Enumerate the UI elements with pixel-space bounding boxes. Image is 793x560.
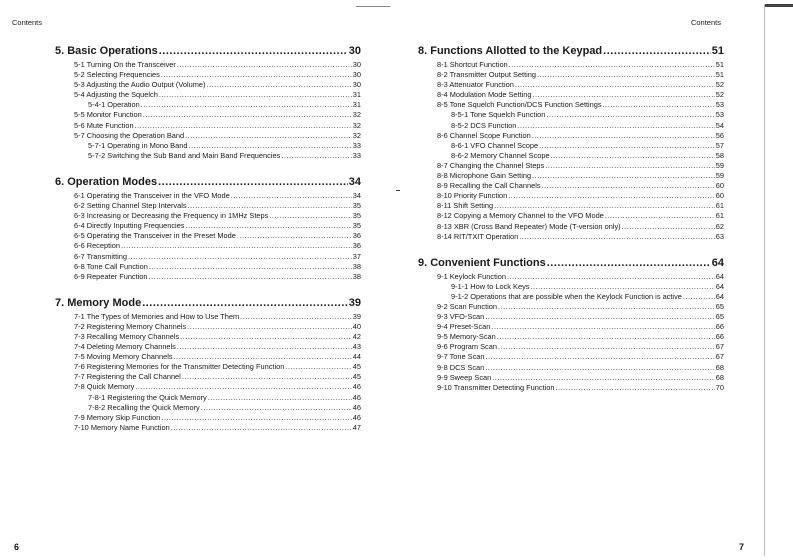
toc-entry-page: 46 xyxy=(352,402,361,412)
toc-entry-title: 7-7 Registering the Call Channel xyxy=(74,372,181,382)
toc-entry-page: 64 xyxy=(715,291,724,301)
gutter-mark xyxy=(396,190,400,191)
dot-leader xyxy=(605,211,715,220)
toc-entry-title: 5-7-2 Switching the Sub Band and Main Band Frequencies xyxy=(88,150,281,160)
toc-entry-title: 8-4 Modulation Mode Setting xyxy=(437,90,532,100)
dot-leader xyxy=(497,332,715,341)
dot-leader xyxy=(491,322,714,331)
dot-leader xyxy=(532,131,715,140)
dot-leader xyxy=(507,272,715,281)
dot-leader xyxy=(542,181,715,190)
toc-entry[interactable] xyxy=(418,363,724,373)
toc-entry-page: 46 xyxy=(352,412,361,422)
dot-leader xyxy=(186,221,352,230)
toc-entry[interactable] xyxy=(418,171,724,181)
dot-leader xyxy=(206,80,351,89)
dot-leader xyxy=(532,171,715,180)
section-heading[interactable] xyxy=(55,45,361,59)
dot-leader xyxy=(240,312,352,321)
toc-entry-title: 9-2 Scan Function xyxy=(437,301,497,311)
toc-entry-title: 9-3 VFO-Scan xyxy=(437,312,485,322)
toc-entry[interactable] xyxy=(418,312,724,322)
toc-entry-title: 5-4-1 Operation xyxy=(88,100,140,110)
toc-entry-title: 8-10 Priority Function xyxy=(437,191,508,201)
toc-entry-page: 67 xyxy=(715,352,724,362)
right-toc xyxy=(418,45,724,408)
dot-leader xyxy=(237,231,352,240)
toc-entry-title: 9-4 Preset-Scan xyxy=(437,322,491,332)
dot-leader xyxy=(533,90,715,99)
dot-leader xyxy=(622,222,715,231)
toc-entry-page: 40 xyxy=(352,321,361,331)
toc-entry-title: 6-8 Tone Call Function xyxy=(74,261,148,271)
dot-leader xyxy=(182,372,352,381)
toc-entry-title: 7-4 Deleting Memory Channels xyxy=(74,342,176,352)
dot-leader xyxy=(555,383,714,392)
toc-entry[interactable] xyxy=(418,121,724,131)
dot-leader xyxy=(159,45,348,57)
toc-entry[interactable] xyxy=(418,282,724,292)
dot-leader xyxy=(187,322,352,331)
toc-entry-page: 52 xyxy=(715,80,724,90)
toc-entry-title: 5-2 Selecting Frequencies xyxy=(74,70,160,80)
toc-entry-title: 7-6 Registering Memories for the Transmitter Detecting Function xyxy=(74,362,285,372)
section-heading-title: 5. Basic Operations xyxy=(55,45,158,57)
section-heading-page: 34 xyxy=(348,175,361,188)
section-heading[interactable] xyxy=(418,257,724,271)
toc-entry-page: 63 xyxy=(715,231,724,241)
dot-leader xyxy=(498,302,715,311)
toc-entry-page: 61 xyxy=(715,211,724,221)
toc-entry[interactable] xyxy=(55,382,361,392)
toc-entry[interactable] xyxy=(418,151,724,161)
dot-leader xyxy=(492,373,715,382)
toc-entry[interactable] xyxy=(418,131,724,141)
toc-entry-title: 7-1 The Types of Memories and How to Use Them xyxy=(74,311,240,321)
toc-entry[interactable] xyxy=(418,352,724,362)
toc-entry-page: 58 xyxy=(715,150,724,160)
toc-entry[interactable] xyxy=(418,100,724,110)
toc-entry-page: 34 xyxy=(352,190,361,200)
dot-leader xyxy=(519,232,715,241)
dot-leader xyxy=(494,201,715,210)
toc-entry[interactable] xyxy=(55,352,361,362)
dot-leader xyxy=(149,272,352,281)
dot-leader xyxy=(128,252,352,261)
toc-entry[interactable] xyxy=(418,211,724,221)
section-heading-title: 9. Convenient Functions xyxy=(418,256,546,269)
dot-leader xyxy=(201,403,352,412)
toc-entry-title: 7-8-1 Registering the Quick Memory xyxy=(88,392,207,402)
dot-leader xyxy=(485,363,715,372)
toc-entry-title: 5-7-1 Operating in Mono Band xyxy=(88,140,188,150)
toc-entry[interactable] xyxy=(418,302,724,312)
toc-entry[interactable] xyxy=(55,342,361,352)
toc-entry-page: 31 xyxy=(352,100,361,110)
toc-entry-title: 8-6-2 Memory Channel Scope xyxy=(451,150,550,160)
toc-entry[interactable] xyxy=(55,272,361,282)
dot-leader xyxy=(171,423,352,432)
toc-entry-title: 8-5-2 DCS Function xyxy=(451,120,517,130)
toc-section xyxy=(418,45,724,242)
toc-entry[interactable] xyxy=(55,393,361,403)
toc-entry-title: 8-13 XBR (Cross Band Repeater) Mode (T-version only) xyxy=(437,221,621,231)
toc-entry-page: 64 xyxy=(715,271,724,281)
toc-entry-page: 66 xyxy=(715,322,724,332)
toc-entry-page: 31 xyxy=(352,90,361,100)
toc-entry-title: 8-6-1 VFO Channel Scope xyxy=(451,140,539,150)
toc-entry[interactable] xyxy=(55,60,361,70)
toc-entry[interactable] xyxy=(55,100,361,110)
toc-section xyxy=(55,176,361,282)
toc-entry[interactable] xyxy=(55,80,361,90)
right-header: Contents xyxy=(690,18,721,27)
toc-entry-page: 68 xyxy=(715,362,724,372)
toc-entry-title: 6-9 Repeater Function xyxy=(74,271,148,281)
toc-entry[interactable] xyxy=(55,201,361,211)
toc-entry-page: 32 xyxy=(352,130,361,140)
toc-entry-page: 62 xyxy=(715,221,724,231)
toc-entry[interactable] xyxy=(418,161,724,171)
toc-entry-page: 35 xyxy=(352,211,361,221)
dot-leader xyxy=(159,90,352,99)
toc-entry-page: 61 xyxy=(715,201,724,211)
toc-entry-page: 30 xyxy=(352,80,361,90)
toc-entry[interactable] xyxy=(55,262,361,272)
toc-entry[interactable] xyxy=(418,60,724,70)
dot-leader xyxy=(188,201,352,210)
toc-entry-title: 7-8 Quick Memory xyxy=(74,382,135,392)
toc-entry-page: 53 xyxy=(715,100,724,110)
toc-section xyxy=(55,297,361,433)
dot-leader xyxy=(539,141,715,150)
toc-entry-page: 46 xyxy=(352,382,361,392)
dot-leader xyxy=(498,342,715,351)
toc-entry-title: 8-6 Channel Scope Function xyxy=(437,130,531,140)
toc-entry-page: 35 xyxy=(352,221,361,231)
toc-entry[interactable] xyxy=(55,332,361,342)
toc-entry[interactable] xyxy=(55,362,361,372)
toc-entry-title: 6-3 Increasing or Decreasing the Frequency in 1MHz Steps xyxy=(74,211,269,221)
toc-entry[interactable] xyxy=(418,342,724,352)
toc-entry-title: 7-9 Memory Skip Function xyxy=(74,412,161,422)
toc-entry-title: 9-9 Sweep Scan xyxy=(437,372,492,382)
toc-entry-title: 5-3 Adjusting the Audio Output (Volume) xyxy=(74,80,206,90)
toc-entry-page: 53 xyxy=(715,110,724,120)
toc-entry-page: 35 xyxy=(352,201,361,211)
section-heading-title: 7. Memory Mode xyxy=(55,296,142,309)
toc-entry-title: 6-7 Transmitting xyxy=(74,251,127,261)
toc-entry[interactable] xyxy=(418,70,724,80)
toc-entry-page: 32 xyxy=(352,110,361,120)
dot-leader xyxy=(515,80,715,89)
section-heading-page: 30 xyxy=(348,45,361,57)
toc-entry-page: 52 xyxy=(715,90,724,100)
toc-entry[interactable] xyxy=(418,80,724,90)
toc-entry-title: 7-2 Registering Memory Channels xyxy=(74,321,187,331)
toc-entry[interactable] xyxy=(418,201,724,211)
toc-entry[interactable] xyxy=(418,332,724,342)
toc-entry[interactable] xyxy=(418,232,724,242)
dot-leader xyxy=(142,297,348,309)
toc-entry-page: 59 xyxy=(715,171,724,181)
toc-entry-page: 56 xyxy=(715,130,724,140)
section-heading-page: 39 xyxy=(348,296,361,309)
toc-entry[interactable] xyxy=(55,141,361,151)
toc-entry-page: 38 xyxy=(352,261,361,271)
toc-entry[interactable] xyxy=(55,403,361,413)
toc-entry[interactable] xyxy=(418,90,724,100)
toc-entry-page: 46 xyxy=(352,392,361,402)
toc-entry-title: 5-5 Monitor Function xyxy=(74,110,142,120)
toc-entry[interactable] xyxy=(55,211,361,221)
dot-leader xyxy=(177,60,352,69)
toc-entry[interactable] xyxy=(418,373,724,383)
dot-leader xyxy=(208,393,352,402)
dot-leader xyxy=(177,342,352,351)
toc-entry-page: 37 xyxy=(352,251,361,261)
section-heading-title: 8. Functions Allotted to the Keypad xyxy=(418,45,603,57)
toc-entry-page: 38 xyxy=(352,271,361,281)
toc-entry-page: 36 xyxy=(352,241,361,251)
toc-entry-title: 7-8-2 Recalling the Quick Memory xyxy=(88,402,200,412)
top-rule xyxy=(356,6,390,7)
toc-entry-page: 47 xyxy=(352,422,361,432)
toc-entry-title: 9-7 Tone Scan xyxy=(437,352,485,362)
toc-entry-title: 6-1 Operating the Transceiver in the VFO Mode xyxy=(74,190,230,200)
dot-leader xyxy=(485,312,715,321)
toc-entry-page: 64 xyxy=(715,281,724,291)
toc-section xyxy=(418,257,724,393)
toc-entry-title: 6-2 Setting Channel Step Intervals xyxy=(74,201,187,211)
toc-entry-page: 33 xyxy=(352,140,361,150)
toc-entry-page: 54 xyxy=(715,120,724,130)
toc-entry-title: 9-1 Keylock Function xyxy=(437,271,507,281)
dot-leader xyxy=(161,70,352,79)
toc-entry[interactable] xyxy=(55,221,361,231)
dot-leader xyxy=(174,352,352,361)
left-page-number: 6 xyxy=(14,542,20,552)
dot-leader xyxy=(185,131,352,140)
toc-entry[interactable] xyxy=(55,252,361,262)
toc-entry[interactable] xyxy=(418,141,724,151)
dot-leader xyxy=(603,45,711,57)
toc-entry-title: 9-6 Program Scan xyxy=(437,342,497,352)
toc-entry-page: 36 xyxy=(352,231,361,241)
toc-entry[interactable] xyxy=(55,151,361,161)
section-heading[interactable] xyxy=(418,45,724,59)
toc-entry[interactable] xyxy=(418,383,724,393)
toc-entry-page: 70 xyxy=(715,382,724,392)
toc-entry-page: 33 xyxy=(352,150,361,160)
toc-entry-page: 32 xyxy=(352,120,361,130)
toc-entry-page: 30 xyxy=(352,60,361,69)
toc-entry-title: 8-2 Transmitter Output Setting xyxy=(437,70,536,80)
toc-entry-page: 59 xyxy=(715,160,724,170)
toc-entry-page: 57 xyxy=(715,140,724,150)
section-heading-page: 64 xyxy=(711,256,724,269)
dot-leader xyxy=(161,413,352,422)
toc-entry-title: 7-10 Memory Name Function xyxy=(74,422,170,432)
section-heading[interactable] xyxy=(55,176,361,190)
toc-entry[interactable] xyxy=(418,181,724,191)
section-heading[interactable] xyxy=(55,297,361,311)
toc-entry-page: 45 xyxy=(352,372,361,382)
dot-leader xyxy=(231,191,352,200)
toc-entry-title: 9-1-1 How to Lock Keys xyxy=(451,281,530,291)
toc-entry-title: 8-7 Changing the Channel Steps xyxy=(437,160,545,170)
toc-entry-title: 9-5 Memory-Scan xyxy=(437,332,496,342)
left-toc xyxy=(55,45,361,448)
dot-leader xyxy=(545,161,715,170)
dot-leader xyxy=(135,382,351,391)
toc-entry-page: 30 xyxy=(352,70,361,80)
toc-entry[interactable] xyxy=(55,90,361,100)
dot-leader xyxy=(121,241,352,250)
dot-leader xyxy=(143,110,352,119)
toc-entry[interactable] xyxy=(55,121,361,131)
dot-leader xyxy=(269,211,351,220)
toc-entry[interactable] xyxy=(418,110,724,120)
toc-entry-title: 5-7 Choosing the Operation Band xyxy=(74,130,185,140)
right-page-number: 7 xyxy=(739,542,745,552)
page-edge-line xyxy=(764,4,765,556)
toc-entry-title: 8-11 Shift Setting xyxy=(437,201,494,211)
toc-entry-title: 9-10 Transmitter Detecting Function xyxy=(437,382,555,392)
toc-entry[interactable] xyxy=(55,312,361,322)
dot-leader xyxy=(683,292,715,301)
dot-leader xyxy=(546,110,714,119)
dot-leader xyxy=(135,121,352,130)
section-heading-page: 51 xyxy=(711,45,724,57)
toc-entry-title: 9-8 DCS Scan xyxy=(437,362,485,372)
toc-entry-page: 67 xyxy=(715,342,724,352)
toc-section xyxy=(55,45,361,161)
toc-entry-page: 42 xyxy=(352,331,361,341)
dot-leader xyxy=(603,100,715,109)
dot-leader xyxy=(530,282,714,291)
dot-leader xyxy=(547,257,711,269)
toc-entry[interactable] xyxy=(418,322,724,332)
toc-entry-title: 9-1-2 Operations that are possible when the Keylock Function is active xyxy=(451,291,682,301)
toc-entry-title: 6-5 Operating the Transceiver in the Preset Mode xyxy=(74,231,236,241)
toc-entry[interactable] xyxy=(55,322,361,332)
toc-entry-title: 7-3 Recalling Memory Channels xyxy=(74,331,180,341)
toc-entry-page: 45 xyxy=(352,362,361,372)
dot-leader xyxy=(141,100,352,109)
toc-entry-page: 39 xyxy=(352,311,361,321)
toc-entry[interactable] xyxy=(55,110,361,120)
toc-entry-title: 8-5-1 Tone Squelch Function xyxy=(451,110,546,120)
dot-leader xyxy=(180,332,352,341)
toc-entry-title: 8-5 Tone Squelch Function/DCS Function Settings xyxy=(437,100,602,110)
toc-entry-title: 5-6 Mute Function xyxy=(74,120,134,130)
toc-entry[interactable] xyxy=(55,413,361,423)
dot-leader xyxy=(537,70,715,79)
toc-entry-page: 60 xyxy=(715,191,724,201)
toc-entry[interactable] xyxy=(55,423,361,433)
dot-leader xyxy=(517,121,714,130)
toc-entry-page: 65 xyxy=(715,301,724,311)
toc-entry[interactable] xyxy=(418,222,724,232)
dot-leader xyxy=(158,176,348,188)
toc-entry[interactable] xyxy=(418,272,724,282)
toc-entry-title: 6-6 Reception xyxy=(74,241,121,251)
toc-entry[interactable] xyxy=(55,231,361,241)
page-edge-strip xyxy=(764,4,793,21)
dot-leader xyxy=(188,141,351,150)
toc-entry-page: 51 xyxy=(715,60,724,69)
toc-entry-title: 5-4 Adjusting the Squelch xyxy=(74,90,158,100)
dot-leader xyxy=(149,262,352,271)
toc-entry-page: 65 xyxy=(715,312,724,322)
toc-entry-title: 8-3 Attenuator Function xyxy=(437,80,514,90)
dot-leader xyxy=(551,151,715,160)
toc-entry-title: 8-9 Recalling the Call Channels xyxy=(437,181,541,191)
toc-entry-title: 8-8 Microphone Gain Setting xyxy=(437,171,532,181)
toc-entry-page: 68 xyxy=(715,372,724,382)
toc-entry[interactable] xyxy=(418,292,724,302)
dot-leader xyxy=(281,151,351,160)
section-heading-title: 6. Operation Modes xyxy=(55,175,158,188)
toc-entry-page: 60 xyxy=(715,181,724,191)
toc-entry[interactable] xyxy=(418,191,724,201)
toc-entry[interactable] xyxy=(55,131,361,141)
toc-entry-title: 6-4 Directly Inputting Frequencies xyxy=(74,221,185,231)
dot-leader xyxy=(509,60,715,69)
left-header: Contents xyxy=(12,18,43,27)
toc-entry[interactable] xyxy=(55,372,361,382)
toc-entry[interactable] xyxy=(55,191,361,201)
toc-entry-page: 43 xyxy=(352,342,361,352)
toc-entry-title: 5-1 Turning On the Transceiver xyxy=(74,60,176,69)
toc-entry-page: 44 xyxy=(352,352,361,362)
toc-entry-page: 51 xyxy=(715,70,724,80)
toc-entry-page: 66 xyxy=(715,332,724,342)
toc-entry-title: 8-12 Copying a Memory Channel to the VFO Mode xyxy=(437,211,604,221)
toc-entry-title: 8-14 RIT/TXIT Operation xyxy=(437,231,519,241)
toc-entry-title: 7-5 Moving Memory Channels xyxy=(74,352,173,362)
toc-entry[interactable] xyxy=(55,241,361,251)
dot-leader xyxy=(486,352,715,361)
toc-entry-title: 8-1 Shortcut Function xyxy=(437,60,508,69)
toc-entry[interactable] xyxy=(55,70,361,80)
dot-leader xyxy=(508,191,715,200)
dot-leader xyxy=(285,362,351,371)
